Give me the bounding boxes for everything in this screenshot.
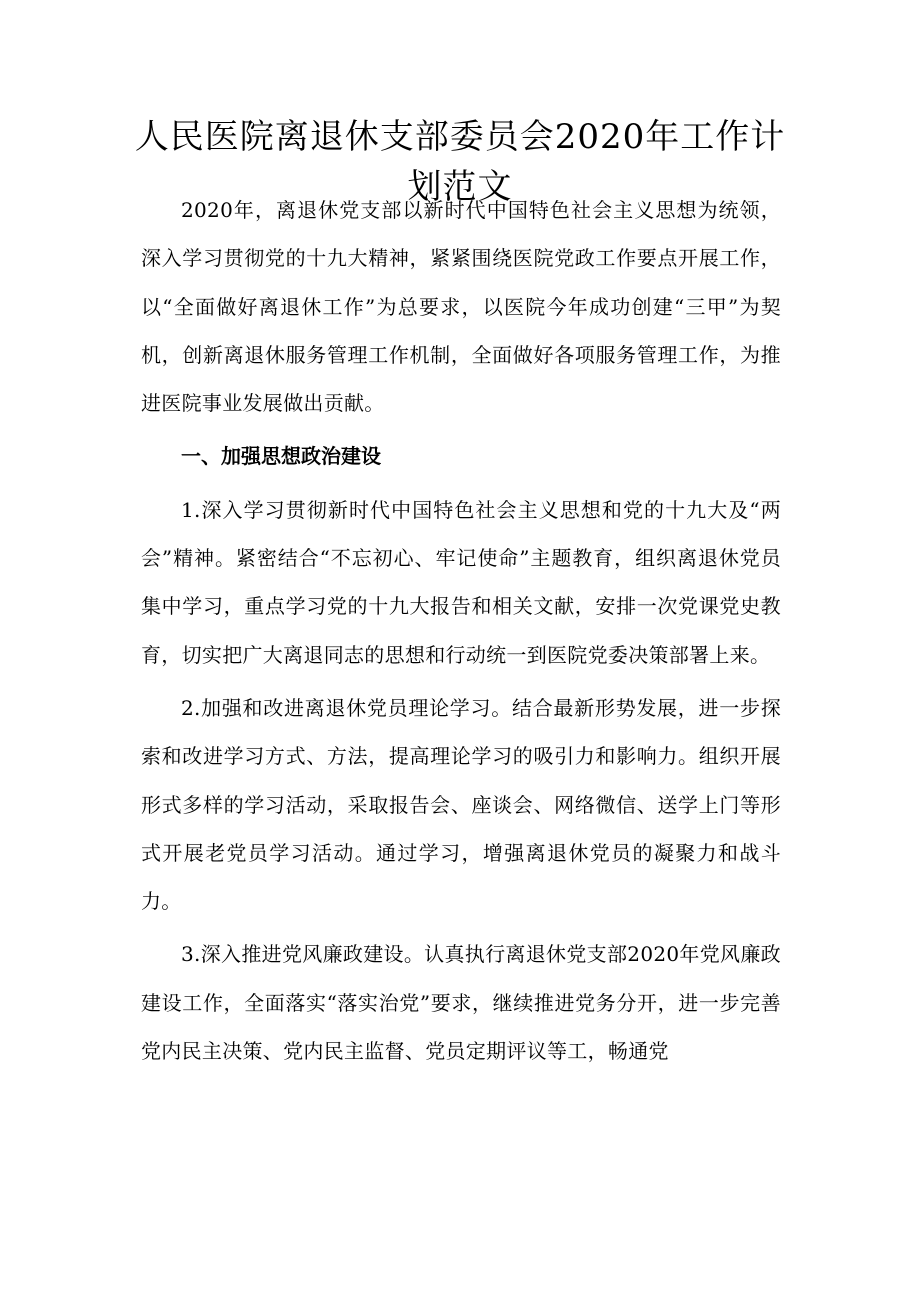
- item-paragraph-2: 2.加强和改进离退休党员理论学习。结合最新形势发展，进一步探索和改进学习方式、方法，提高理论学习的吸引力和影响力。组织开展形式多样的学习活动，采取报告会、座谈会、网络微信、送学上门等形式开展老党员学习活动。通过学习，增强离退休党员的凝聚力和战斗力。: [141, 695, 781, 914]
- item-paragraph-3: 3.深入推进党风廉政建设。认真执行离退休党支部2020年党风廉政建设工作，全面落实“落实治党”要求，继续推进党务分开，进一步完善党内民主决策、党内民主监督、党员定期评议等工，畅通党: [141, 942, 781, 1064]
- document-title: 人民医院离退休支部委员会2020年工作计划范文: [134, 117, 786, 207]
- document-body: [141, 186, 781, 1080]
- item-paragraph-1: 1.深入学习贯彻新时代中国特色社会主义思想和党的十九大及“两会”精神。紧密结合“不忘初心、牢记使命”主题教育，组织离退休党员集中学习，重点学习党的十九大报告和相关文献，安排一次党课党史教育，切实把广大离退同志的思想和行动统一到医院党委决策部署上来。: [141, 497, 781, 667]
- section-heading-1: 一、加强思想政治建设: [181, 444, 381, 469]
- intro-paragraph: 2020年，离退休党支部以新时代中国特色社会主义思想为统领，深入学习贯彻党的十九大精神，紧紧围绕医院党政工作要点开展工作，以“全面做好离退休工作”为总要求，以医院今年成功创建“三甲”为契机，创新离退休服务管理工作机制，全面做好各项服务管理工作，为推进医院事业发展做出贡献。: [141, 198, 781, 416]
